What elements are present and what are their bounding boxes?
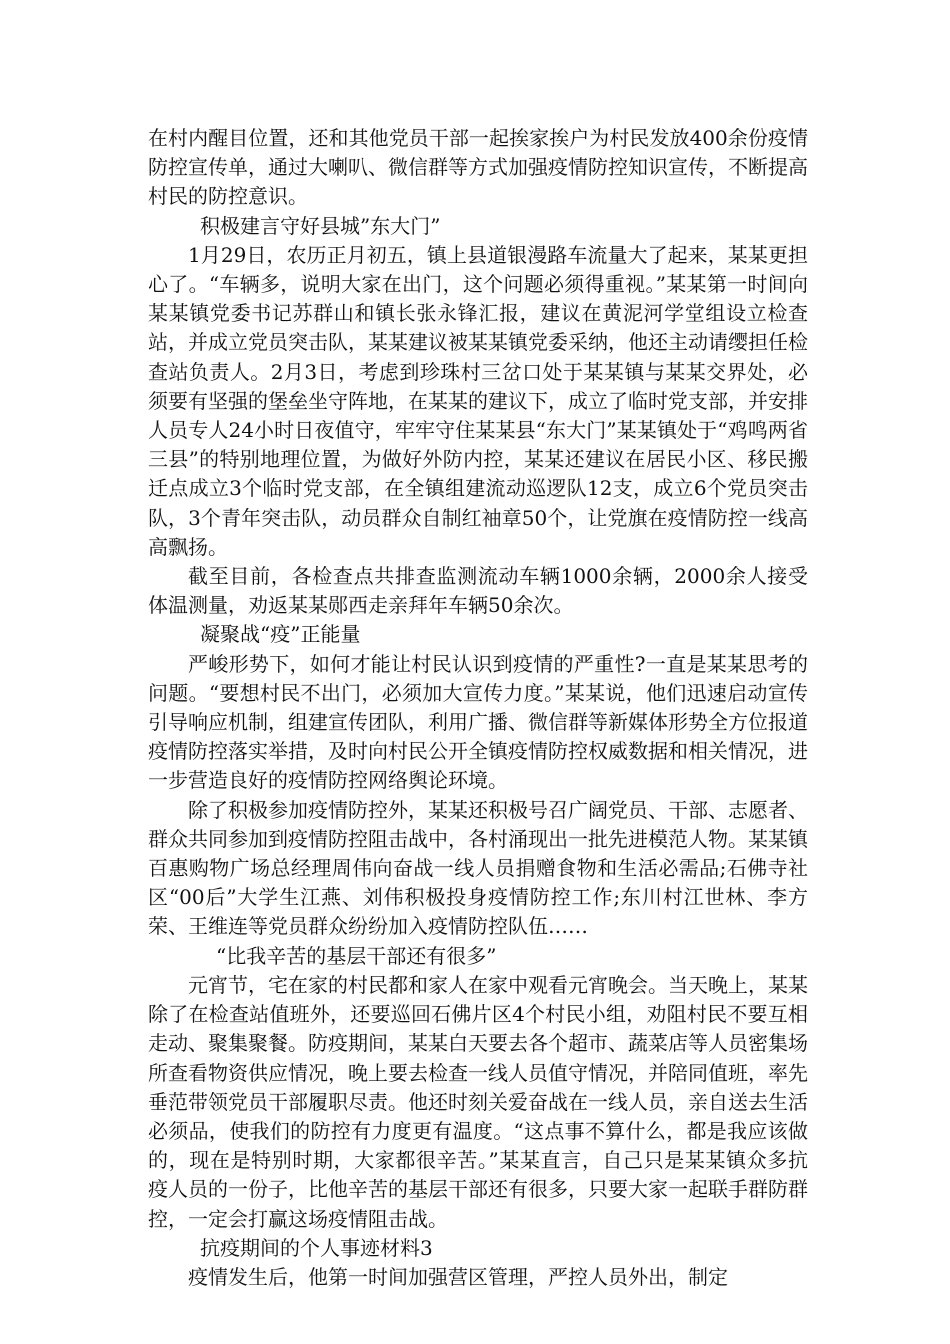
paragraph-7: 疫情发生后，他第一时间加强营区管理，严控人员外出，制定 [188, 1264, 728, 1289]
paragraph-4: 严峻形势下，如何才能让村民认识到疫情的严重性?一直是某某思考的问题。“要想村民不出门，必须加大宣传力度。”某某说，他们迅速启动宣传引导响应机制，组建宣传团队，利用广播、微信群等新媒体形势全方位报道疫情防控落实举措，及时向村民公开全镇疫情防控权威数据和相关情况，进一步营造良好的疫情防控网络舆论环境。 [148, 651, 808, 793]
paragraph-6: 元宵节，宅在家的村民都和家人在家中观看元宵晚会。当天晚上，某某除了在检查站值班外，还要巡回石佛片区4个村民小组，劝阻村民不要互相走动、聚集聚餐。防疫期间，某某白天要去各个超市、蔬菜店等人员密集场所查看物资供应情况，晚上要去检查一线人员值守情况，并陪同值班，率先垂范带领党员干部履职尽责。他还时刻关爱奋战在一线人员，亲自送去生活必须品，使我们的防控有力度更有温度。“这点事不算什么，都是我应该做的，现在是特别时期，大家都很辛苦。”某某直言，自己只是某某镇众多抗疫人员的一份子，比他辛苦的基层干部还有很多，只要大家一起联手群防群控，一定会打赢这场疫情阻击战。 [148, 972, 808, 1231]
section-heading-grassroots-cadres: “比我辛苦的基层干部还有很多” [216, 943, 497, 968]
paragraph-5: 除了积极参加疫情防控外，某某还积极号召广阔党员、干部、志愿者、群众共同参加到疫情防控阻击战中，各村涌现出一批先进模范人物。某某镇百惠购物广场总经理周伟向奋战一线人员捐赠食物和生活必需品;石佛寺社区“00后”大学生江燕、刘伟积极投身疫情防控工作;东川村江世林、李方荣、王维连等党员群众纷纷加入疫情防控队伍…… [148, 797, 808, 939]
paragraph-1: 在村内醒目位置，还和其他党员干部一起挨家挨户为村民发放400余份疫情防控宣传单，通过大喇叭、微信群等方式加强疫情防控知识宣传，不断提高村民的防控意识。 [148, 126, 808, 209]
section-heading-east-gate: 积极建言守好县城”东大门” [200, 213, 441, 238]
paragraph-2: 1月29日，农历正月初五，镇上县道银漫路车流量大了起来，某某更担心了。“车辆多，说明大家在出门，这个问题必须得重视。”某某第一时间向某某镇党委书记苏群山和镇长张永锋汇报，建议在黄泥河学堂组设立检查站，并成立党员突击队，某某建议被某某镇党委采纳，他还主动请缨担任检查站负责人。2月3日，考虑到珍珠村三岔口处于某某镇与某某交界处，必须要有坚强的堡垒坐守阵地，在某某的建议下，成立了临时党支部，并安排人员专人24小时日夜值守，牢牢守住某某县“东大门”某某镇处于“鸡鸣两省三县”的特别地理位置，为做好外防内控，某某还建议在居民小区、移民搬迁点成立3个临时党支部，在全镇组建流动巡逻队12支，成立6个党员突击队，3个青年突击队，动员群众自制红袖章50个，让党旗在疫情防控一线高高飘扬。 [148, 242, 808, 559]
paragraph-3: 截至目前，各检查点共排查监测流动车辆1000余辆，2000余人接受体温测量，劝返某某郧西走亲拜年车辆50余次。 [148, 564, 808, 618]
section-heading-positive-energy: 凝聚战“疫”正能量 [200, 622, 361, 647]
section-heading-material-3: 抗疫期间的个人事迹材料3 [200, 1235, 433, 1260]
document-body [148, 124, 808, 1292]
